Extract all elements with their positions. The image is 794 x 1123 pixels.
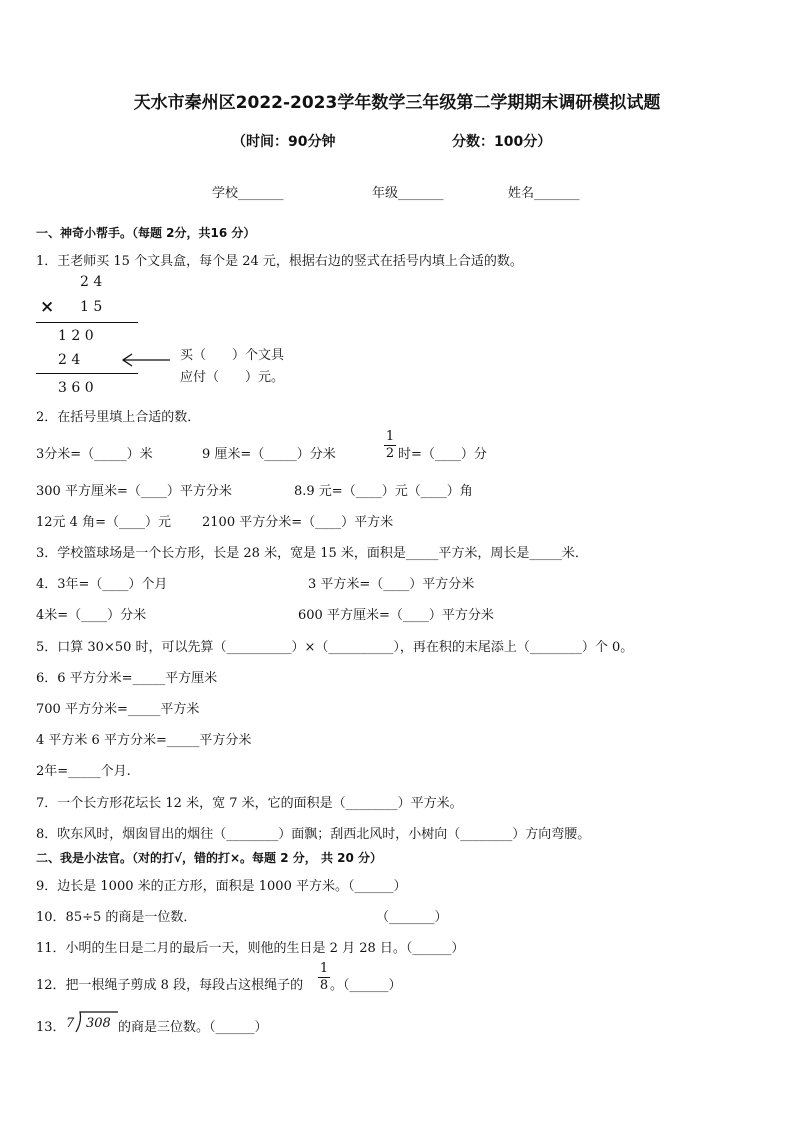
question-2: 2．在括号里填上合适的数．	[36, 410, 201, 425]
school-field: 学校_______	[212, 186, 284, 201]
q13-answer-blank: 的商是三位数。（______）	[118, 1020, 268, 1035]
question-12: 12．把一根绳子剪成 8 段，每段占这根绳子的	[36, 978, 304, 993]
q6-a: 6．6 平方分米=_____平方厘米	[36, 671, 218, 686]
question-8: 8．吹东风时，烟囱冒出的烟往（________）面飘；刮西北风时，小树向（________）方向弯腰。	[36, 827, 591, 842]
q2-a1: 3分米=（_____）米	[36, 447, 153, 462]
mult-row-3: 1 2 0	[58, 328, 94, 344]
q4-b2: 600 平方厘米=（____）平方分米	[298, 608, 494, 623]
question-5: 5．口算 30×50 时，可以先算（__________）×（__________），再在积的末尾添上（________）个 0。	[36, 640, 634, 655]
fraction-denominator: 2	[385, 446, 395, 461]
q2-c1: 12元 4 角=（____）元	[36, 515, 171, 530]
exam-time: （时间：90分钟	[232, 134, 336, 150]
question-7: 7．一个长方形花坛长 12 米，宽 7 米，它的面积是（________）平方米。	[36, 796, 463, 811]
q2-b2: 8.9 元=（____）元（____）角	[294, 484, 473, 499]
q6-d: 2年=_____个月.	[36, 764, 131, 779]
long-division-divisor: 7	[66, 1016, 75, 1031]
q1-note-1: 买（ ）个文具	[180, 348, 285, 363]
q12-answer-blank: 。（______）	[330, 978, 402, 993]
mult-row-5: 3 6 0	[58, 380, 94, 396]
question-1: 1．王老师买 15 个文具盒，每个是 24 元，根据右边的竖式在括号内填上合适的数。	[36, 254, 523, 269]
mult-row-2: 1 5	[80, 299, 103, 315]
q1-note-2: 应付（ ）元。	[180, 370, 285, 385]
left-arrow-icon	[120, 353, 172, 367]
grade-field: 年级_______	[372, 186, 444, 201]
question-9: 9．边长是 1000 米的正方形，面积是 1000 平方米。（______）	[36, 879, 407, 894]
mult-row-1: 2 4	[80, 274, 103, 290]
q4-b1: 4米=（____）分米	[36, 608, 147, 623]
name-field: 姓名_______	[508, 186, 580, 201]
q6-b: 700 平方分米=_____平方米	[36, 702, 200, 717]
long-division-dividend: 308	[86, 1016, 111, 1031]
q2-a3: 时=（____）分	[398, 447, 487, 462]
q10-answer-blank: （_______）	[376, 910, 448, 925]
q4-a1: 4．3年=（____）个月	[36, 577, 168, 592]
question-10: 10．85÷5 的商是一位数．	[36, 910, 197, 925]
fraction-numerator: 1	[319, 961, 329, 976]
question-13: 13．	[36, 1020, 66, 1035]
mult-line-2	[36, 373, 138, 374]
fraction-numerator: 1	[385, 429, 395, 444]
mult-row-4: 2 4	[58, 352, 81, 368]
fraction-denominator: 8	[319, 978, 329, 993]
section-2-heading: 二、我是小法官。（对的打√，错的打×。每题 2 分， 共 20 分）	[36, 851, 382, 865]
fraction-one-eighth	[318, 962, 330, 993]
q2-a2: 9 厘米=（_____）分米	[202, 447, 336, 462]
section-1-heading: 一、神奇小帮手。（每题 2分，共16 分）	[36, 226, 256, 240]
question-3: 3．学校篮球场是一个长方形，长是 28 米，宽是 15 米，面积是_____平方米，周长是_____米．	[36, 546, 588, 561]
q2-b1: 300 平方厘米=（____）平方分米	[36, 484, 232, 499]
times-sign: ×	[40, 297, 55, 317]
q6-c: 4 平方米 6 平方分米=_____平方分米	[36, 733, 252, 748]
q2-c2: 2100 平方分米=（____）平方米	[202, 515, 394, 530]
q4-a2: 3 平方米=（____）平方分米	[308, 577, 475, 592]
exam-score: 分数：100分）	[452, 134, 552, 150]
mult-line-1	[36, 322, 138, 323]
page-title: 天水市秦州区2022-2023学年数学三年级第二学期期末调研模拟试题	[133, 93, 661, 113]
fraction-one-half	[384, 430, 396, 461]
question-11: 11．小明的生日是二月的最后一天，则他的生日是 2 月 28 日。（______）	[36, 941, 465, 956]
